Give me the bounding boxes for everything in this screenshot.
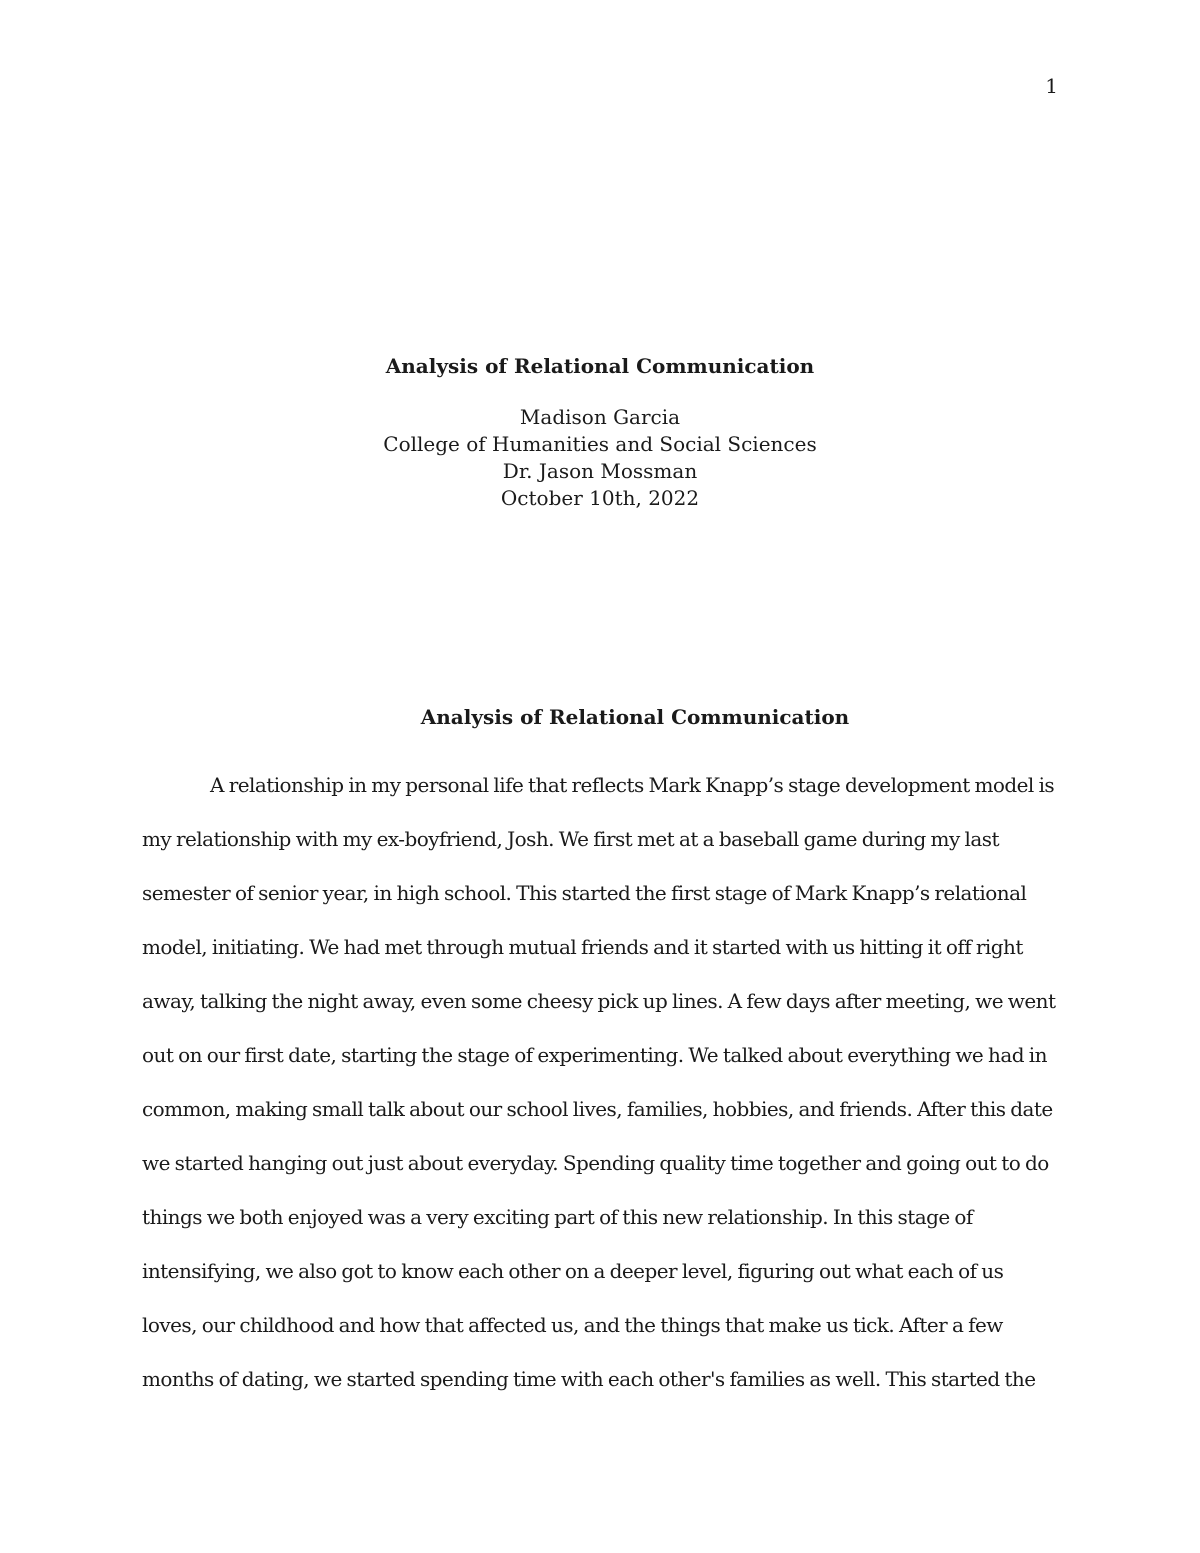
institution-name: College of Humanities and Social Sciences [383,432,817,456]
instructor-name: Dr. Jason Mossman [502,459,698,483]
document-date: October 10th, 2022 [500,486,700,510]
author-name: Madison Garcia [519,405,681,429]
body-line: out on our first date, starting the stage of experimenting. We talked about everything we had in [142,1043,1047,1067]
body-heading: Analysis of Relational Communication [420,705,850,729]
body-line: model, initiating. We had met through mutual friends and it started with us hitting it off right [142,935,1023,959]
body-line: common, making small talk about our school lives, families, hobbies, and friends. After this date [142,1097,1053,1121]
body-line: A relationship in my personal life that reflects Mark Knapp’s stage development model is [210,773,1055,797]
body-line: months of dating, we started spending time with each other's families as well. This started the [142,1367,1036,1391]
body-line: my relationship with my ex-boyfriend, Josh. We first met at a baseball game during my last [142,827,999,851]
body-line: semester of senior year, in high school. This started the first stage of Mark Knapp’s relational [142,881,1027,905]
body-line: loves, our childhood and how that affected us, and the things that make us tick. After a few [142,1313,1003,1337]
page-number: 1 [1045,74,1058,98]
body-line: away, talking the night away, even some cheesy pick up lines. A few days after meeting, we went [142,989,1056,1013]
body-line: we started hanging out just about everyday. Spending quality time together and going out to do [142,1151,1049,1175]
body-paragraph [142,758,1062,1406]
body-line: things we both enjoyed was a very exciting part of this new relationship. In this stage of [142,1205,973,1229]
title-page-block [0,354,1200,512]
body-line: intensifying, we also got to know each other on a deeper level, figuring out what each of us [142,1259,1004,1283]
document-title: Analysis of Relational Communication [385,354,815,378]
